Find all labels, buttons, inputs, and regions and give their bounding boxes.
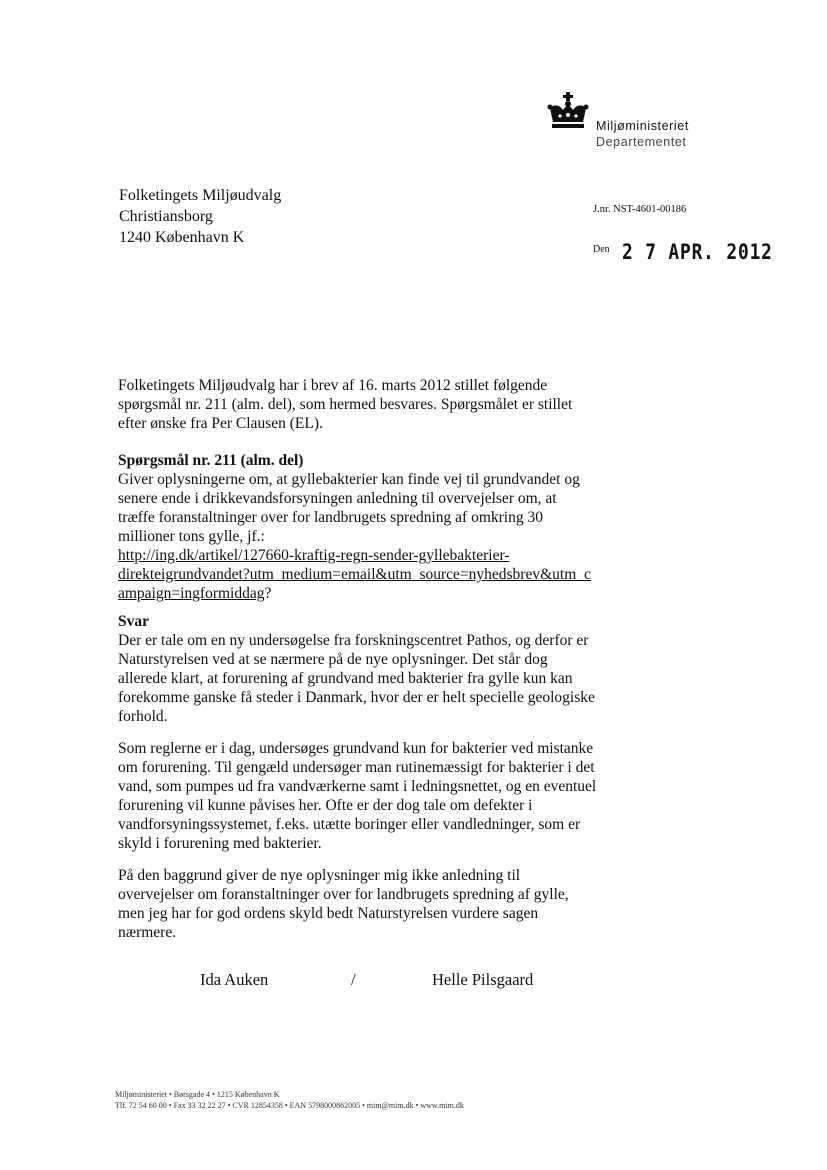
text-line: Naturstyrelsen ved at se nærmere på de nye oplysninger. Det står dog [118, 651, 548, 668]
footer-address: Miljøministeriet • Børsgade 4 • 1215 København K [115, 1090, 280, 1099]
text-line: nærmere. [118, 924, 177, 941]
text-line: På den baggrund giver de nye oplysninger mig ikke anledning til [118, 867, 521, 884]
footer [115, 1089, 464, 1111]
text-line: skyld i forurening med bakterier. [118, 835, 322, 852]
answer-section [118, 612, 608, 726]
journal-number: J.nr. NST-4601-00186 [593, 204, 687, 215]
text-line: Som reglerne er i dag, undersøges grundvand kun for bakterier ved mistanke [118, 740, 594, 757]
date-value: 2 7 APR. 2012 [621, 240, 773, 264]
text-line: efter ønske fra Per Clausen (EL). [118, 415, 323, 432]
text-line: senere ende i drikkevandsforsyningen anledning til overvejelser om, at [118, 490, 557, 507]
article-link[interactable]: ampaign=ingformiddag [118, 585, 265, 602]
text-line: allerede klart, at forurening af grundvand med bakterier fra gylle kun kan [118, 670, 573, 687]
text-line: træffe foranstaltninger over for landbrugets spredning af omkring 30 [118, 509, 543, 526]
text-line: Folketingets Miljøudvalg har i brev af 16. marts 2012 stillet følgende [118, 377, 548, 394]
text-line: forurening vil kunne påvises her. Ofte er der dog tale om defekter i [118, 797, 533, 814]
text-line: overvejelser om foranstaltninger over for landbrugets spredning af gylle, [118, 886, 569, 903]
text-line: forekomme ganske få steder i Danmark, hvor der er helt specielle geologiske [118, 689, 595, 706]
signature-separator: / [351, 970, 356, 989]
date-label: Den [593, 244, 610, 255]
crown-icon [545, 88, 591, 134]
text-line: Giver oplysningerne om, at gyllebakterier kan finde vej til grundvandet og [118, 471, 580, 488]
text-line: men jeg har for god ordens skyld bedt Naturstyrelsen vurdere sagen [118, 905, 539, 922]
text-line: vandforsyningssystemet, f.eks. utætte boringer eller vandledninger, som er [118, 816, 581, 833]
signature-left: Ida Auken [200, 970, 269, 989]
text-line: spørgsmål nr. 211 (alm. del), som hermed besvares. Spørgsmålet er stillet [118, 396, 573, 413]
link-suffix: ? [264, 585, 272, 602]
address-line: 1240 København K [119, 229, 245, 246]
question-heading: Spørgsmål nr. 211 (alm. del) [118, 452, 304, 469]
question-section [118, 451, 608, 603]
footer-contact: Tlf. 72 54 60 00 • Fax 33 32 22 27 • CVR 12854358 • EAN 5798000862005 • mim@mim.dk • www.mim.dk [115, 1101, 464, 1110]
ministry-name: Miljøministeriet [596, 119, 689, 133]
intro-paragraph [118, 376, 608, 433]
recipient-address [119, 185, 281, 248]
answer-heading: Svar [118, 613, 149, 630]
text-line: Der er tale om en ny undersøgelse fra forskningscentret Pathos, og derfor er [118, 632, 589, 649]
address-line: Folketingets Miljøudvalg [119, 187, 282, 204]
text-line: millioner tons gylle, jf.: [118, 528, 265, 545]
signature-right: Helle Pilsgaard [432, 970, 534, 989]
answer-paragraph-3 [118, 866, 608, 942]
date-stamp [593, 240, 799, 264]
address-line: Christiansborg [119, 208, 213, 225]
article-link[interactable]: direkteigrundvandet?utm_medium=email&utm_source=nyhedsbrev&utm_c [118, 566, 591, 583]
answer-paragraph-2 [118, 739, 608, 853]
text-line: om forurening. Til gengæld undersøger man rutinemæssigt for bakterier i det [118, 759, 595, 776]
text-line: vand, som pumpes ud fra vandværkerne samt i ledningsnettet, og en eventuel [118, 778, 597, 795]
text-line: forhold. [118, 708, 168, 725]
department-name: Departementet [596, 135, 687, 149]
article-link[interactable]: http://ing.dk/artikel/127660-kraftig-regn-sender-gyllebakterier- [118, 547, 510, 564]
ministry-header [596, 118, 689, 150]
